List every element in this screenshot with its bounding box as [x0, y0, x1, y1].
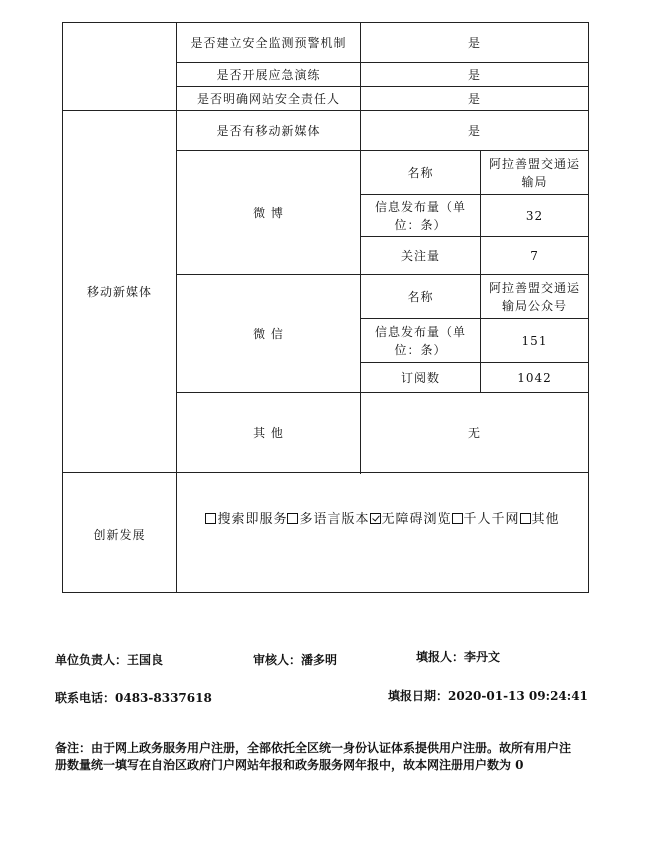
option-multilingual[interactable]: 多语言版本 — [287, 512, 369, 527]
option-search-service[interactable]: 搜索即服务 — [205, 512, 287, 527]
filler-line: 填报人：李丹文 — [416, 650, 501, 664]
report-table — [62, 22, 589, 593]
has-media-question: 是否有移动新媒体 — [177, 111, 361, 151]
has-media-answer: 是 — [361, 111, 589, 151]
security-section-cell — [63, 23, 177, 111]
wechat-posts-label: 信息发布量（单位：条） — [361, 319, 481, 363]
checkbox-icon[interactable] — [287, 513, 298, 524]
checkbox-icon[interactable] — [205, 513, 216, 524]
weibo-name-label: 名称 — [361, 151, 481, 195]
security-answer: 是 — [361, 23, 589, 63]
innovation-label: 创新发展 — [63, 473, 177, 593]
media-section-label: 移动新媒体 — [63, 111, 177, 473]
weibo-label: 微 博 — [177, 151, 361, 275]
option-personalized[interactable]: 千人千网 — [452, 512, 520, 527]
other-value: 无 — [361, 393, 589, 473]
reviewer-line: 审核人：潘多明 — [253, 653, 338, 667]
wechat-sub-value: 1042 — [481, 363, 589, 393]
security-question: 是否明确网站安全责任人 — [177, 87, 361, 111]
wechat-name-label: 名称 — [361, 275, 481, 319]
wechat-name-value: 阿拉善盟交通运输局公众号 — [481, 275, 589, 319]
checkbox-icon[interactable] — [520, 513, 531, 524]
weibo-follow-label: 关注量 — [361, 237, 481, 275]
weibo-follow-value: 7 — [481, 237, 589, 275]
security-answer: 是 — [361, 87, 589, 111]
phone-line: 联系电话：0483-8337618 — [55, 691, 212, 705]
security-question: 是否建立安全监测预警机制 — [177, 23, 361, 63]
option-other[interactable]: 其他 — [520, 512, 560, 527]
wechat-label: 微 信 — [177, 275, 361, 393]
option-accessible[interactable]: 无障碍浏览 — [370, 512, 452, 527]
security-answer: 是 — [361, 63, 589, 87]
weibo-posts-value: 32 — [481, 195, 589, 237]
checkbox-icon[interactable] — [452, 513, 463, 524]
weibo-name-value: 阿拉善盟交通运输局 — [481, 151, 589, 195]
wechat-posts-value: 151 — [481, 319, 589, 363]
other-label: 其 他 — [177, 393, 361, 473]
checkbox-checked-icon[interactable] — [370, 513, 381, 524]
weibo-posts-label: 信息发布量（单位：条） — [361, 195, 481, 237]
date-line: 填报日期：2020-01-13 09:24:41 — [388, 689, 588, 703]
note-text: 备注：由于网上政务服务用户注册，全部依托全区统一身份认证体系提供用户注册。故所有用户注册数量统一填写在自治区政府门户网站年报和政务服务网年报中，故本网注册用户数为 0 — [55, 741, 572, 772]
wechat-sub-label: 订阅数 — [361, 363, 481, 393]
security-question: 是否开展应急演练 — [177, 63, 361, 87]
leader-line: 单位负责人：王国良 — [55, 653, 164, 667]
innovation-options — [177, 473, 589, 593]
